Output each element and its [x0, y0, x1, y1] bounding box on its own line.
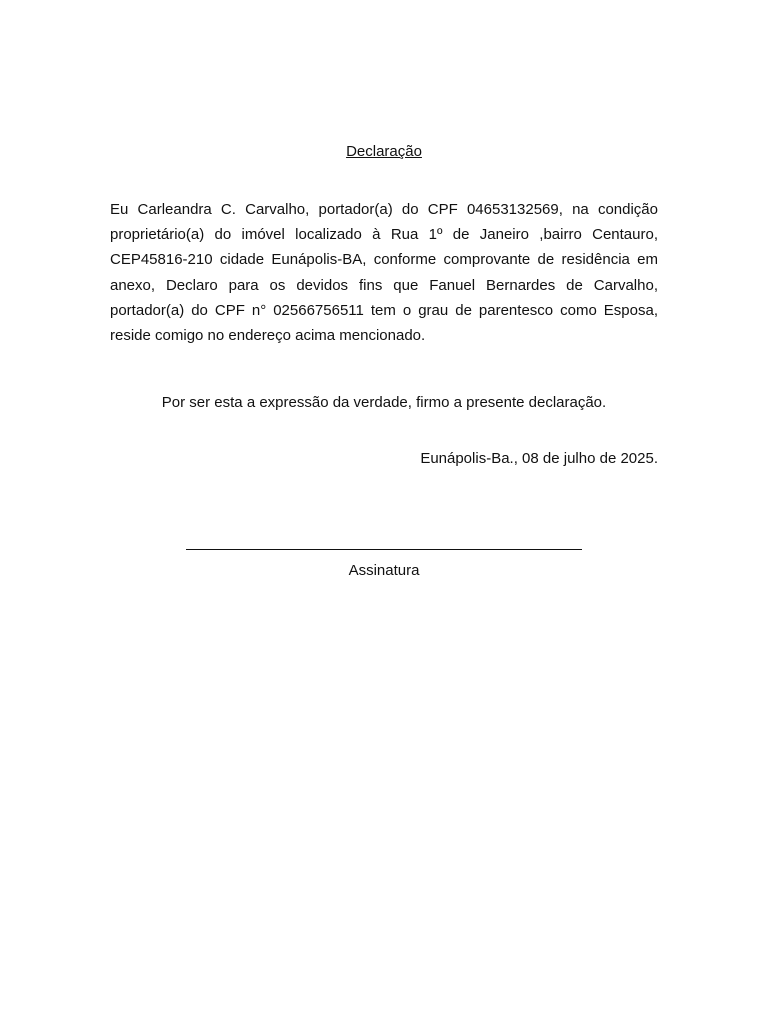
signature-line [186, 549, 582, 550]
document-title: Declaração [346, 143, 422, 160]
declaration-body: Eu Carleandra C. Carvalho, portador(a) do CPF 04653132569, na condição proprietário(a) do imóvel localizado à Rua 1º de Janeiro ,bairro Centauro, CEP45816-210 cidade Eunápolis-BA, conforme comprovante de residência em anexo, Declaro para os devidos fins que Fanuel Bernardes de Carvalho, portador(a) do CPF n° 02566756511 tem o grau de parentesco como Esposa, reside comigo no endereço acima mencionado. [110, 201, 658, 345]
closing-statement: Por ser esta a expressão da verdade, firmo a presente declaração. [161, 394, 607, 411]
place-and-date: Eunápolis-Ba., 08 de julho de 2025. [420, 450, 658, 467]
signature-label: Assinatura [348, 562, 420, 579]
